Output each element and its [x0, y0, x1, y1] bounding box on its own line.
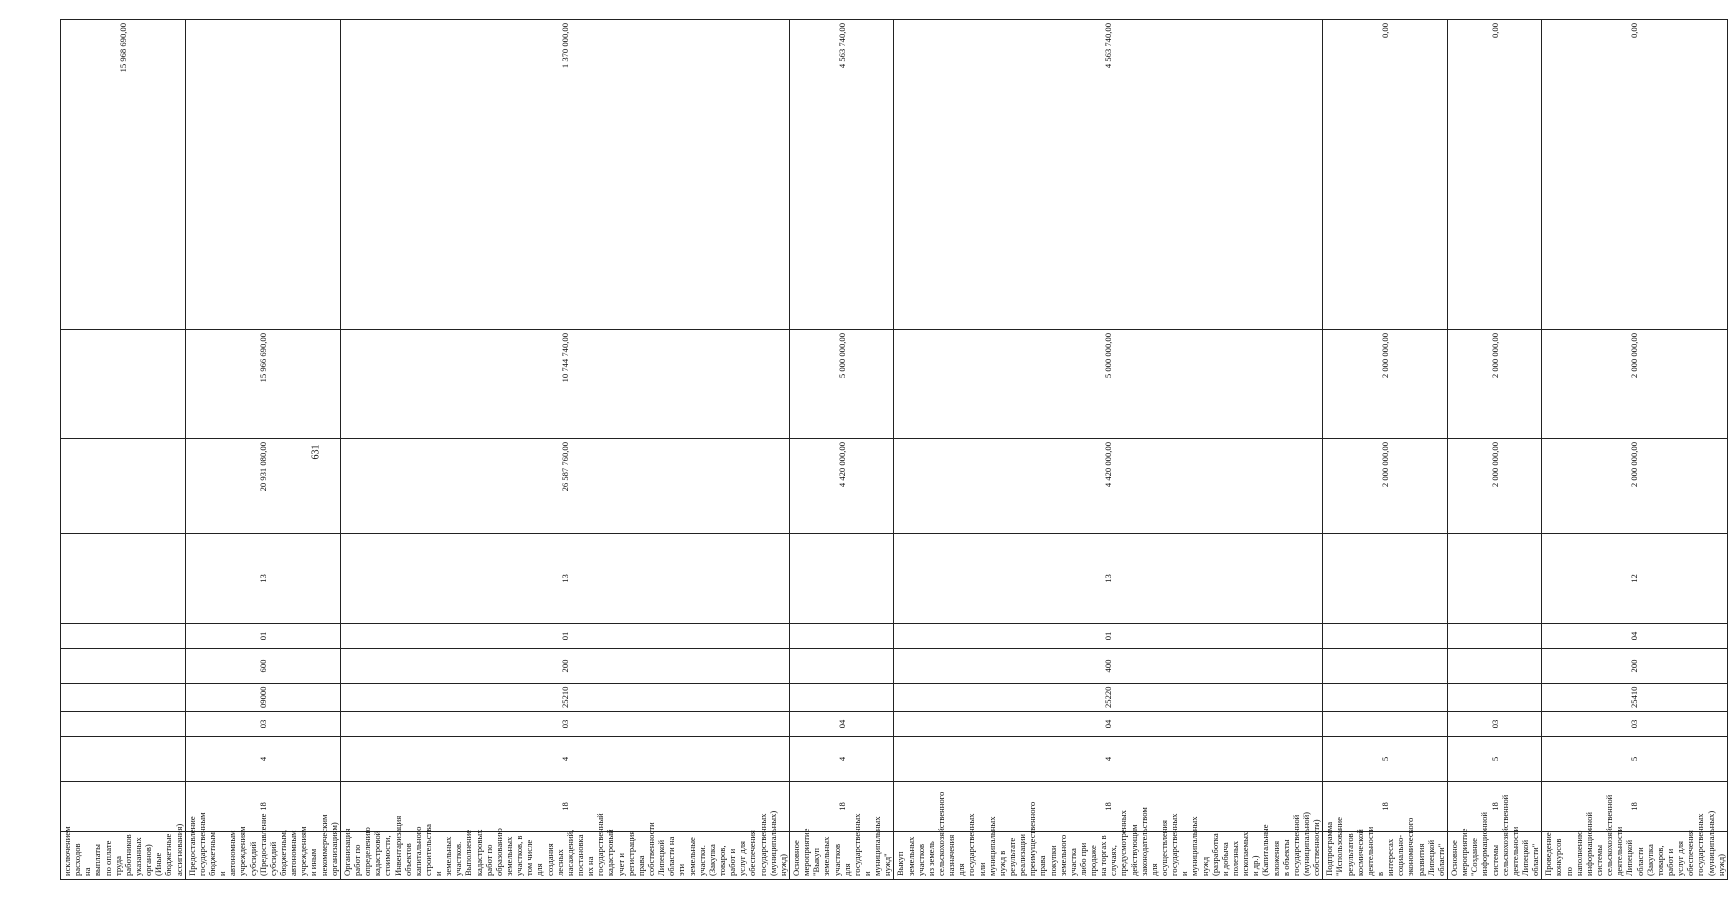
section-code-cell: 04 [1542, 624, 1728, 649]
table-row [185, 20, 340, 880]
section-code-cell [789, 624, 893, 649]
amount-year2-cell: 2 000 000,00 [1447, 330, 1541, 439]
subprogram-code-cell: 5 [1447, 737, 1541, 782]
program-code-cell: 18 [1323, 782, 1448, 832]
amount-year1-cell: 26 587 760,00 [340, 439, 789, 534]
amount-year3-cell [185, 20, 340, 330]
expense-type-cell [1323, 649, 1448, 684]
page-number: 631 [310, 444, 322, 460]
subprogram-code-cell: 4 [185, 737, 340, 782]
amount-year1-cell: 2 000 000,00 [1323, 439, 1448, 534]
table-row [61, 20, 186, 880]
direction-code-cell: 25410 [1542, 684, 1728, 712]
section-code-cell [1447, 624, 1541, 649]
expense-type-cell [789, 649, 893, 684]
table-row [1447, 20, 1541, 880]
section-code-cell [1323, 624, 1448, 649]
expense-type-cell: 600 [185, 649, 340, 684]
table-row [1323, 20, 1448, 880]
expense-type-cell [1447, 649, 1541, 684]
subsection-code-cell [789, 534, 893, 624]
subsection-code-cell [1323, 534, 1448, 624]
main-event-code-cell: 03 [340, 712, 789, 737]
expense-type-cell: 200 [1542, 649, 1728, 684]
subsection-code-cell: 12 [1542, 534, 1728, 624]
amount-year1-cell: 2 000 000,00 [1447, 439, 1541, 534]
direction-code-cell [1323, 684, 1448, 712]
main-event-code-cell: 03 [1542, 712, 1728, 737]
program-code-cell: 18 [789, 782, 893, 832]
table-row [340, 20, 789, 880]
direction-code-cell: 25210 [340, 684, 789, 712]
section-code-cell: 01 [894, 624, 1323, 649]
budget-table-wrapper [60, 20, 1726, 880]
amount-year3-cell: 0,00 [1323, 20, 1448, 330]
direction-code-cell: 25220 [894, 684, 1323, 712]
expense-type-cell: 400 [894, 649, 1323, 684]
description-cell: Проведение конкурсов по наполнению информационной системы сельскохозяйственной деятельности Липецкой области (Закупка товаров, работ и услуг для обеспечения государственных (муниципальных) нужд) [1542, 832, 1728, 880]
main-event-code-cell [61, 712, 186, 737]
expense-type-cell [61, 649, 186, 684]
description-cell: Предоставление государственным бюджетным и автономным учреждениям субсидий (Предоставление субсидий бюджетным, автономным учреждениям и иным некоммерческим организациям) [185, 832, 340, 880]
direction-code-cell [61, 684, 186, 712]
description-cell: Организация работ по определению кадастровой стоимости, Инвентаризация объектов капитального строительства и земельных участков. Выполнение кадастровых работ по образованию земельных участков, в том числе для создания лесных насаждений, постановка их на государственный кадастровый учет и регистрация права собственности Липецкой области на эти земельные участки. (Закупка товаров, работ и услуг для обеспечения государственных (муниципальных) нужд) [340, 832, 789, 880]
amount-year1-cell: 4 420 000,00 [789, 439, 893, 534]
subsection-code-cell: 13 [340, 534, 789, 624]
amount-year2-cell: 2 000 000,00 [1542, 330, 1728, 439]
subsection-code-cell: 13 [185, 534, 340, 624]
amount-year1-cell: 20 931 080,00 [185, 439, 340, 534]
main-event-code-cell: 04 [789, 712, 893, 737]
amount-year2-cell: 15 966 690,00 [185, 330, 340, 439]
subsection-code-cell [61, 534, 186, 624]
amount-year2-cell [61, 330, 186, 439]
direction-code-cell [1447, 684, 1541, 712]
amount-year3-cell: 4 563 740,00 [894, 20, 1323, 330]
expense-type-cell: 200 [340, 649, 789, 684]
subprogram-code-cell: 5 [1323, 737, 1448, 782]
program-code-cell: 18 [894, 782, 1323, 832]
subsection-code-cell [1447, 534, 1541, 624]
direction-code-cell: 09000 [185, 684, 340, 712]
subprogram-code-cell: 4 [894, 737, 1323, 782]
main-event-code-cell: 03 [185, 712, 340, 737]
table-row [789, 20, 893, 880]
table-row [894, 20, 1323, 880]
amount-year1-cell: 4 420 000,00 [894, 439, 1323, 534]
program-code-cell: 18 [1542, 782, 1728, 832]
amount-year2-cell: 2 000 000,00 [1323, 330, 1448, 439]
amount-year3-cell: 0,00 [1542, 20, 1728, 330]
description-cell: Основное мероприятие "Создание информационной системы сельскохозяйственной деятельности Липецкой области" [1447, 832, 1541, 880]
amount-year3-cell: 1 370 000,00 [340, 20, 789, 330]
section-code-cell: 01 [340, 624, 789, 649]
description-cell: Подпрограмма "Использование результатов космической деятельности в интересах социально-экономического развития Липецкой области" [1323, 832, 1448, 880]
subprogram-code-cell: 4 [340, 737, 789, 782]
amount-year2-cell: 5 000 000,00 [894, 330, 1323, 439]
program-code-cell: 18 [1447, 782, 1541, 832]
program-code-cell: 18 [185, 782, 340, 832]
program-code-cell: 18 [340, 782, 789, 832]
program-code-cell [61, 782, 186, 832]
subsection-code-cell: 13 [894, 534, 1323, 624]
description-cell: исключением расходов на выплаты по оплате труда работников указанных органов) (Иные бюджетные ассигнования) [61, 832, 186, 880]
table-row [1542, 20, 1728, 880]
direction-code-cell [789, 684, 893, 712]
amount-year3-cell: 0,00 [1447, 20, 1541, 330]
amount-year1-cell [61, 439, 186, 534]
amount-year3-cell: 15 968 690,00 [61, 20, 186, 330]
amount-year2-cell: 5 000 000,00 [789, 330, 893, 439]
section-code-cell [61, 624, 186, 649]
budget-table [60, 19, 1728, 880]
main-event-code-cell: 03 [1447, 712, 1541, 737]
subprogram-code-cell [61, 737, 186, 782]
main-event-code-cell: 04 [894, 712, 1323, 737]
section-code-cell: 01 [185, 624, 340, 649]
description-cell: Выкуп земельных участков из земель сельскохозяйственного назначения для государственных или муниципальных нужд в результате реализации преимущественного права покупки земельного участка либо при продаже на торгах в случаях, предусмотренных действующим законодательством для осуществления государственных и муниципальных нужд (разработка и добыча полезных ископаемых и др.) (Капитальные вложения в объекты государственной (муниципальной) собственности) [894, 832, 1323, 880]
amount-year3-cell: 4 563 740,00 [789, 20, 893, 330]
subprogram-code-cell: 4 [789, 737, 893, 782]
amount-year2-cell: 10 744 740,00 [340, 330, 789, 439]
main-event-code-cell [1323, 712, 1448, 737]
amount-year1-cell: 2 000 000,00 [1542, 439, 1728, 534]
description-cell: Основное мероприятие "Выкуп земельных участков для государственных и муниципальных нужд" [789, 832, 893, 880]
subprogram-code-cell: 5 [1542, 737, 1728, 782]
